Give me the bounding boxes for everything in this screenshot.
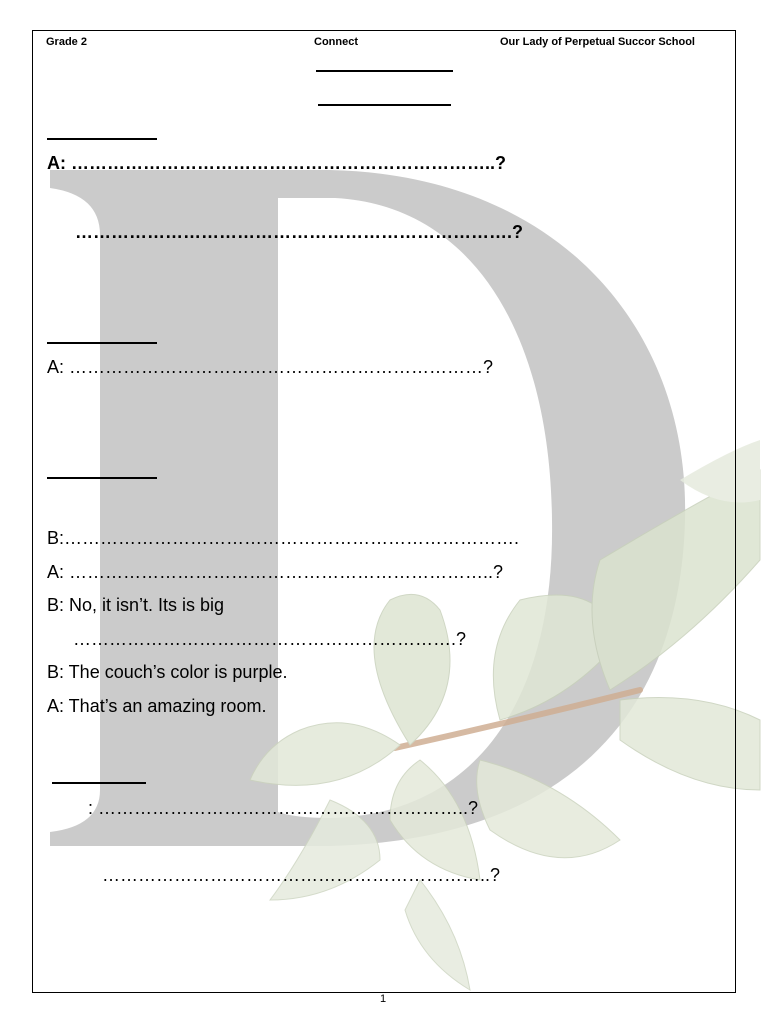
title-blank-line-2 bbox=[318, 104, 451, 106]
dialogue-line-2: ……………………………………………………………….? bbox=[75, 222, 523, 242]
dialogue-line-1: A: ……………………………………………………………..? bbox=[47, 153, 506, 173]
page-number: 1 bbox=[380, 993, 387, 1005]
title-blank-line-1 bbox=[316, 70, 453, 72]
dialogue-line-8: B: The couch’s color is purple. bbox=[47, 662, 288, 682]
dialogue-line-4: B:…………………………………………………………………. bbox=[47, 528, 520, 548]
dialogue-line-6: B: No, it isn’t. Its is big bbox=[47, 595, 225, 615]
dialogue-line-5: A: ……………………………………………………………..? bbox=[47, 562, 504, 582]
section-4-heading-blank bbox=[52, 782, 146, 784]
school-name: Our Lady of Perpetual Succor School bbox=[500, 36, 695, 48]
dialogue-line-10: : ……………………………………………………..? bbox=[88, 798, 479, 818]
section-3-heading-blank bbox=[47, 477, 157, 479]
section-2-heading-blank bbox=[47, 342, 157, 344]
section-1-heading-blank bbox=[47, 138, 157, 140]
dialogue-line-9: A: That’s an amazing room. bbox=[47, 696, 267, 716]
dialogue-line-11: ………………………………………………………..? bbox=[102, 865, 501, 885]
page-border bbox=[32, 30, 736, 993]
dialogue-line-3: A: ……………………………………………………………? bbox=[47, 357, 494, 377]
subject-label: Connect bbox=[314, 36, 358, 48]
dialogue-line-7: ……………………………………………………….? bbox=[73, 629, 467, 649]
grade-label: Grade 2 bbox=[46, 36, 87, 48]
